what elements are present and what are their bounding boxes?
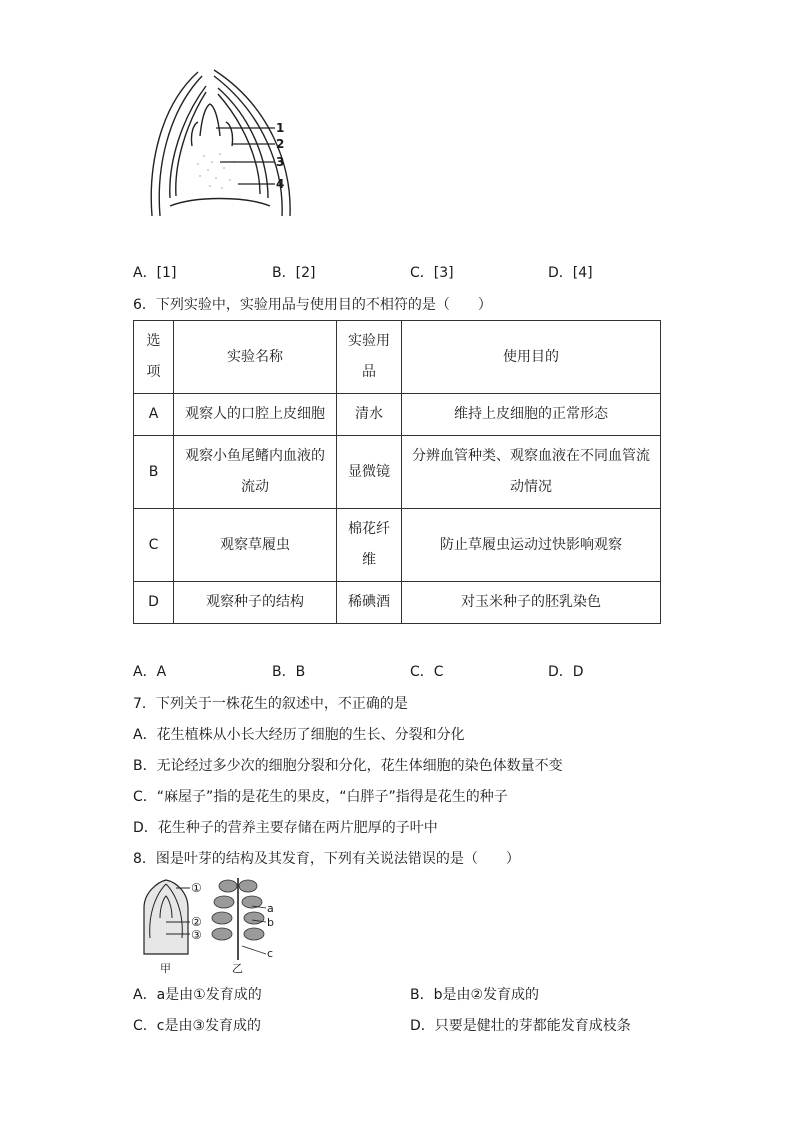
q8-option-b[interactable]: B．b是由②发育成的 bbox=[410, 987, 540, 1003]
q5-option-c[interactable]: C．[3] bbox=[410, 265, 454, 281]
q8-option-c[interactable]: C．c是由③发育成的 bbox=[133, 1018, 262, 1034]
q6-option-c[interactable]: C．C bbox=[410, 664, 444, 680]
row-c-purpose: 防止草履虫运动过快影响观察 bbox=[402, 509, 661, 582]
q7-option-d[interactable]: D．花生种子的营养主要存储在两片肥厚的子叶中 bbox=[133, 820, 438, 836]
q6-option-a[interactable]: A．A bbox=[133, 664, 167, 680]
jia-label-circ1: ① bbox=[191, 881, 202, 895]
row-d-purpose: 对玉米种子的胚乳染色 bbox=[402, 582, 661, 624]
jia-label-circ3: ③ bbox=[191, 928, 202, 942]
q6-option-b[interactable]: B．B bbox=[272, 664, 306, 680]
q5-option-b[interactable]: B．[2] bbox=[272, 265, 316, 281]
row-c-name: 观察草履虫 bbox=[174, 509, 337, 582]
q7-option-b[interactable]: B．无论经过多少次的细胞分裂和分化，花生体细胞的染色体数量不变 bbox=[133, 758, 563, 774]
q6-option-d[interactable]: D．D bbox=[548, 664, 584, 680]
yi-caption: 乙 bbox=[232, 962, 243, 975]
row-d-name: 观察种子的结构 bbox=[174, 582, 337, 624]
bud-label-3: 3 bbox=[276, 155, 285, 169]
row-c-option: C bbox=[134, 509, 174, 582]
experiment-table bbox=[133, 320, 661, 624]
bud-label-2: 2 bbox=[276, 137, 285, 151]
header-material: 实验用 品 bbox=[337, 321, 402, 394]
header-experiment-name: 实验名称 bbox=[174, 321, 337, 394]
q7-option-a[interactable]: A．花生植株从小长大经历了细胞的生长、分裂和分化 bbox=[133, 727, 465, 743]
table-row bbox=[134, 509, 661, 582]
q6-stem: 6．下列实验中，实验用品与使用目的不相符的是（ ） bbox=[133, 297, 492, 313]
yi-label-a: a bbox=[267, 902, 274, 915]
header-option: 选 项 bbox=[134, 321, 174, 394]
row-c-material: 棉花纤 维 bbox=[337, 509, 402, 582]
q7-option-c[interactable]: C．“麻屋子”指的是花生的果皮，“白胖子”指得是花生的种子 bbox=[133, 789, 508, 805]
table-row bbox=[134, 394, 661, 436]
bud-label-4: 4 bbox=[276, 177, 285, 191]
row-b-option: B bbox=[134, 436, 174, 509]
row-a-option: A bbox=[134, 394, 174, 436]
table-row bbox=[134, 436, 661, 509]
jia-label-circ2: ② bbox=[191, 915, 202, 929]
row-a-purpose: 维持上皮细胞的正常形态 bbox=[402, 394, 661, 436]
row-b-material: 显微镜 bbox=[337, 436, 402, 509]
header-purpose: 使用目的 bbox=[402, 321, 661, 394]
row-a-material: 清水 bbox=[337, 394, 402, 436]
row-b-name: 观察小鱼尾鳍内血液的 流动 bbox=[174, 436, 337, 509]
row-a-name: 观察人的口腔上皮细胞 bbox=[174, 394, 337, 436]
bud-label-1: 1 bbox=[276, 121, 285, 135]
q8-option-d[interactable]: D．只要是健壮的芽都能发育成枝条 bbox=[410, 1018, 631, 1034]
row-d-material: 稀碘酒 bbox=[337, 582, 402, 624]
q5-option-d[interactable]: D．[4] bbox=[548, 265, 593, 281]
table-row bbox=[134, 582, 661, 624]
branch-figure-yi bbox=[208, 874, 268, 962]
q8-stem: 8．图是叶芽的结构及其发育，下列有关说法错误的是（ ） bbox=[133, 851, 520, 867]
row-b-purpose: 分辨血管种类、观察血液在不同血管流 动情况 bbox=[402, 436, 661, 509]
yi-label-c: c bbox=[267, 947, 274, 960]
q7-stem: 7．下列关于一株花生的叙述中，不正确的是 bbox=[133, 696, 408, 712]
q5-option-a[interactable]: A．[1] bbox=[133, 265, 177, 281]
yi-label-b: b bbox=[267, 916, 274, 929]
q8-option-a[interactable]: A．a是由①发育成的 bbox=[133, 987, 262, 1003]
table-header-row bbox=[134, 321, 661, 394]
row-d-option: D bbox=[134, 582, 174, 624]
jia-caption: 甲 bbox=[160, 962, 171, 975]
